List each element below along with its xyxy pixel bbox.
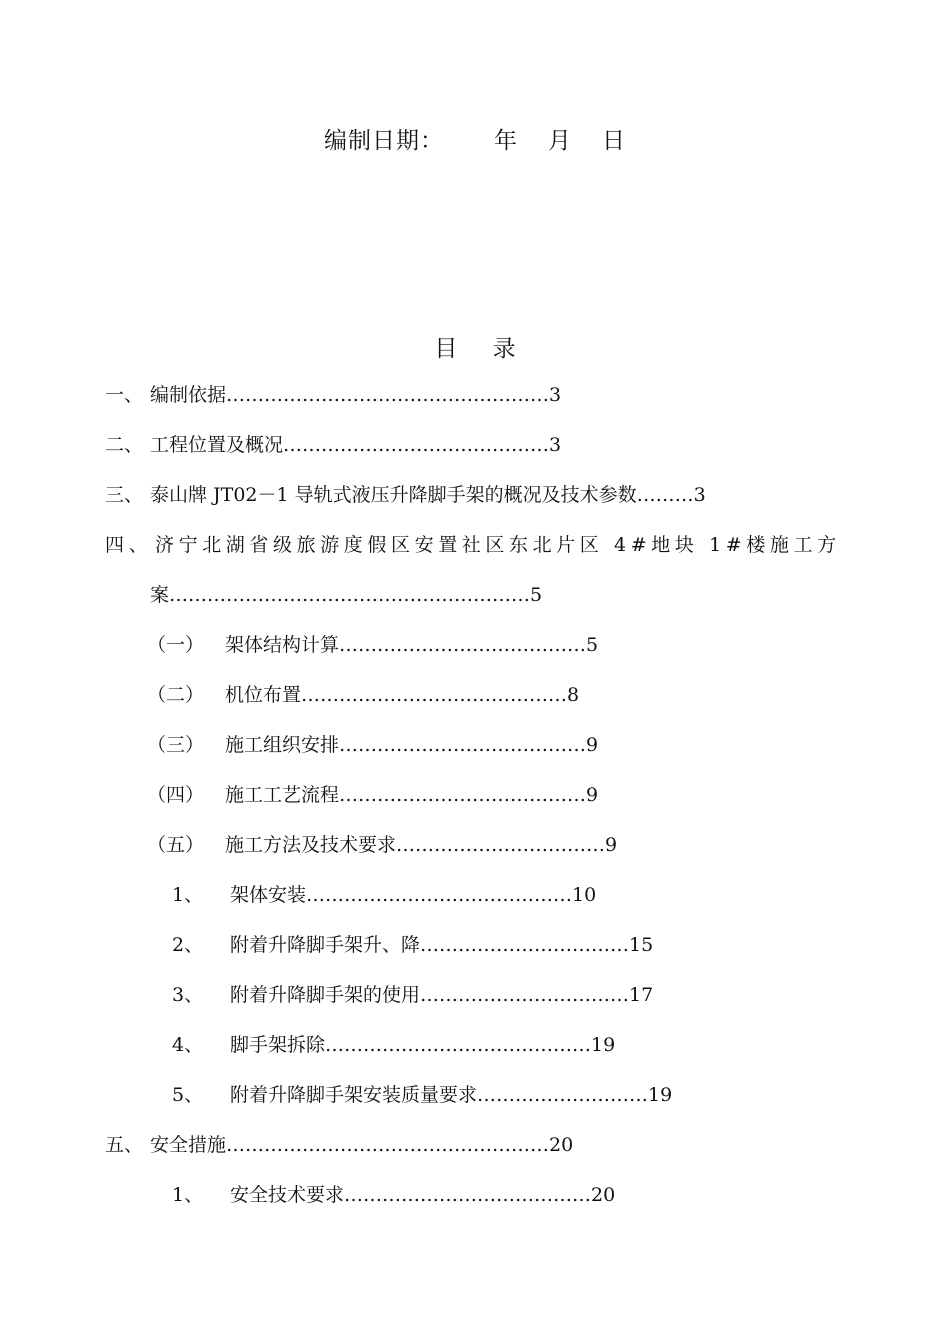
toc-entry[interactable]	[105, 528, 841, 562]
toc-entry-leader: ……………………………………	[301, 684, 568, 706]
toc-entry-leader: ……………………………	[420, 984, 630, 1006]
toc-entry-text: 附着升降脚手架升、降	[230, 934, 421, 956]
toc-entry-leader: ……………………………………………	[226, 384, 550, 406]
compile-date-line	[0, 122, 950, 155]
toc-entry-number: 1、	[172, 884, 204, 906]
toc-entry-text: 安全措施	[150, 1134, 227, 1156]
toc-entry-leader: ……………………………………	[283, 434, 550, 456]
toc-entry-page: 9	[586, 734, 599, 756]
toc-entry-page: 9	[586, 784, 599, 806]
toc-entry-text: 济宁北湖省级旅游度假区安置社区东北片区 4#地块 1#楼施工方	[155, 534, 841, 556]
toc-entry-text: 安全技术要求	[230, 1184, 345, 1206]
toc-entry-number: 三、	[105, 484, 144, 506]
toc-entry-leader: …………………………………	[339, 634, 587, 656]
toc-entry-text: 附着升降脚手架安装质量要求	[230, 1084, 478, 1106]
toc-entry-text: 工程位置及概况	[150, 434, 284, 456]
day-label: 日	[602, 128, 626, 154]
toc-entry-number: 五、	[105, 1134, 144, 1156]
toc-entry-number: （二）	[147, 684, 205, 706]
toc-entry-text: 架体安装	[230, 884, 307, 906]
toc-entry-number: 2、	[172, 934, 204, 956]
date-label: 编制日期：	[324, 128, 444, 154]
toc-entry-leader: ……………………………………	[306, 884, 573, 906]
toc-entry-number: （四）	[147, 784, 205, 806]
toc-entry-number: 一、	[105, 384, 144, 406]
toc-entry[interactable]	[172, 928, 653, 962]
toc-entry-text: 施工工艺流程	[225, 784, 340, 806]
month-label: 月	[548, 128, 572, 154]
toc-entry-text: 施工方法及技术要求	[225, 834, 397, 856]
toc-entry-number: 四、	[105, 534, 153, 556]
toc-entry-page: 19	[648, 1084, 673, 1106]
toc-entry-text: 案	[150, 584, 170, 606]
toc-entry-leader: …………………………………	[344, 1184, 592, 1206]
toc-entry[interactable]	[172, 1028, 615, 1062]
toc-entry-number: 1、	[172, 1184, 204, 1206]
toc-entry[interactable]	[147, 828, 617, 862]
toc-entry-page: 9	[605, 834, 618, 856]
toc-title: 目 录	[434, 336, 530, 362]
toc-entry-continuation[interactable]	[150, 578, 542, 612]
toc-entry-number: 4、	[172, 1034, 204, 1056]
toc-entry-page: 15	[629, 934, 654, 956]
toc-entry[interactable]	[147, 778, 598, 812]
toc-entry-text: 机位布置	[225, 684, 302, 706]
toc-entry[interactable]	[105, 378, 561, 412]
toc-entry-number: （三）	[147, 734, 205, 756]
toc-entry-text: 泰山牌 JT02－1 导轨式液压升降脚手架的概况及技术参数	[150, 484, 637, 506]
toc-entry[interactable]	[105, 478, 706, 512]
toc-entry-leader: …………………………………………………	[169, 584, 531, 606]
toc-entry[interactable]	[172, 1078, 672, 1112]
toc-entry[interactable]	[172, 978, 653, 1012]
toc-entry[interactable]	[147, 628, 598, 662]
toc-entry-page: 5	[586, 634, 599, 656]
toc-entry-leader: …………………………………	[339, 734, 587, 756]
toc-entry[interactable]	[105, 428, 561, 462]
toc-entry-leader: ……………………………	[396, 834, 606, 856]
toc-entry-page: 20	[591, 1184, 616, 1206]
toc-entry-text: 架体结构计算	[225, 634, 340, 656]
toc-entry-number: （五）	[147, 834, 205, 856]
toc-entry-leader: ………………………	[477, 1084, 649, 1106]
toc-entry-text: 施工组织安排	[225, 734, 340, 756]
toc-entry-text: 附着升降脚手架的使用	[230, 984, 421, 1006]
toc-entry-page: 3	[549, 384, 562, 406]
toc-entry-page: 19	[591, 1034, 616, 1056]
toc-entry-leader: ………	[636, 484, 694, 506]
toc-entry-page: 8	[567, 684, 580, 706]
toc-entry-page: 3	[693, 484, 706, 506]
toc-entry-leader: ……………………………	[420, 934, 630, 956]
toc-entry-leader: ……………………………………	[325, 1034, 592, 1056]
toc-entry-number: 二、	[105, 434, 144, 456]
toc-entry-text: 脚手架拆除	[230, 1034, 326, 1056]
toc-entry[interactable]	[105, 1128, 573, 1162]
toc-entry[interactable]	[147, 728, 598, 762]
toc-entry-page: 20	[549, 1134, 574, 1156]
toc-entry[interactable]	[172, 878, 596, 912]
toc-entry-number: 5、	[172, 1084, 204, 1106]
toc-entry-page: 17	[629, 984, 654, 1006]
toc-entry-number: 3、	[172, 984, 204, 1006]
toc-entry-text: 编制依据	[150, 384, 227, 406]
toc-entry-leader: …………………………………	[339, 784, 587, 806]
toc-entry-page: 10	[572, 884, 597, 906]
toc-entry-leader: ……………………………………………	[226, 1134, 550, 1156]
toc-entry-page: 3	[549, 434, 562, 456]
toc-entry[interactable]	[172, 1178, 615, 1212]
toc-entry[interactable]	[147, 678, 579, 712]
year-label: 年	[494, 128, 518, 154]
toc-entry-page: 5	[530, 584, 543, 606]
toc-entry-number: （一）	[147, 634, 205, 656]
